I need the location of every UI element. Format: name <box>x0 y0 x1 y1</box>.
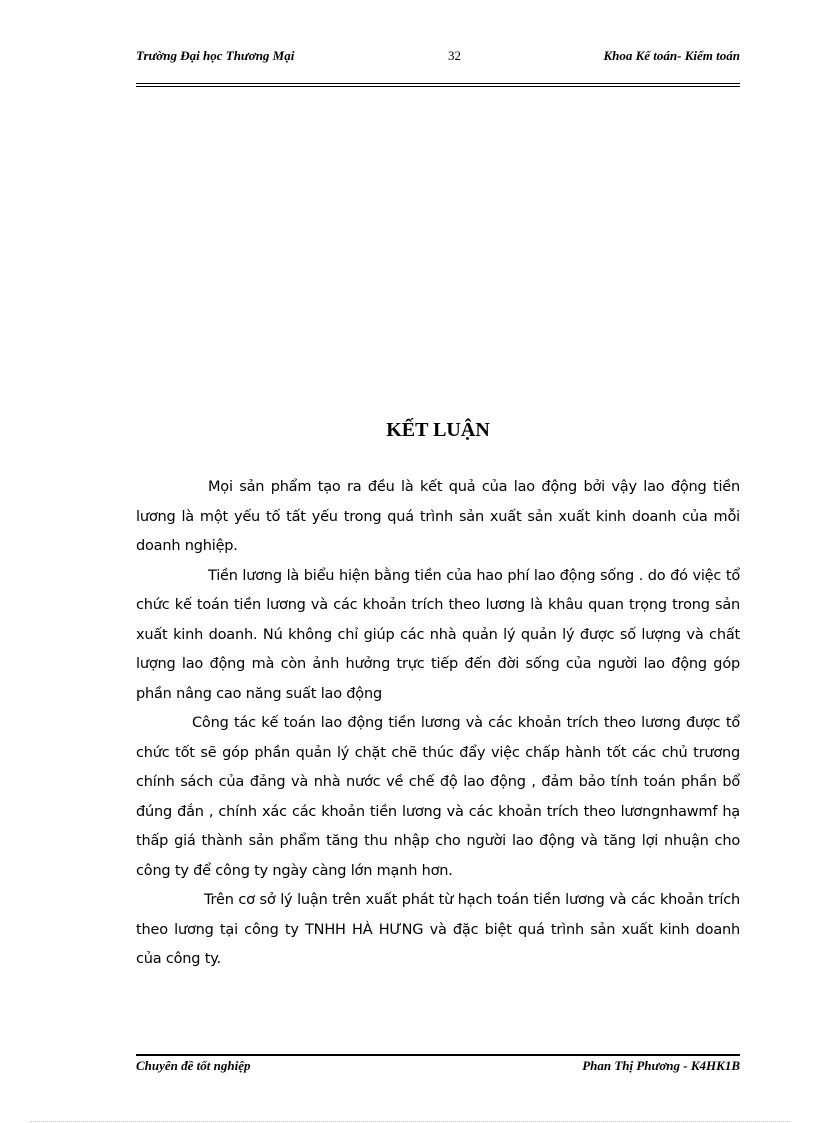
header-rule-upper <box>136 83 740 84</box>
footer-author: Phan Thị Phương - K4HK1B <box>582 1058 740 1073</box>
page-footer <box>136 1058 740 1078</box>
paragraph-2: Tiền lương là biểu hiện bằng tiền của hao phí lao động sống . do đó việc tổ chức kế toán tiền lương và các khoản trích theo lương là khâu quan trọng trong sản xuất kinh doanh. Nú không chỉ giúp các nhà quản lý quản lý được số lượng và chất lượng lao động mà còn ảnh hưởng trực tiếp đến đời sống của người lao động góp phần nâng cao năng suất lao động <box>136 567 740 702</box>
section-title: KẾT LUẬN <box>386 419 490 441</box>
footer-rule <box>136 1054 740 1056</box>
body-text <box>136 473 740 975</box>
footer-document-type: Chuyên đề tốt nghiệp <box>136 1058 251 1073</box>
page-bottom-edge <box>30 1121 790 1122</box>
header-rule-lower <box>136 86 740 87</box>
header-faculty-name: Khoa Kế toán- Kiểm toán <box>603 48 740 63</box>
paragraph-4: Trên cơ sở lý luận trên xuất phát từ hạch toán tiền lương và các khoản trích theo lương tại công ty TNHH HÀ HƯNG và đặc biệt quá trình sản xuất kinh doanh của công ty. <box>136 892 740 967</box>
paragraph-3: Công tác kế toán lao động tiền lương và các khoản trích theo lương được tổ chức tốt sẽ góp phần quản lý chặt chẽ thúc đẩy việc chấp hành tốt các chủ trương chính sách của đảng và nhà nước về chế độ lao động , đảm bảo tính toán phần bổ đúng đắn , chính xác các khoản tiền lương và các khoản trích theo lươngnhawmf hạ thấp giá thành sản phẩm tăng thu nhập cho người lao động và tăng lợi nhuận cho công ty để công ty ngày càng lớn mạnh hơn. <box>136 715 740 879</box>
header-school-name: Trường Đại học Thương Mại <box>136 48 295 63</box>
paragraph-1: Mọi sản phẩm tạo ra đều là kết quả của lao động bởi vậy lao động tiền lương là một yếu tố tất yếu trong quá trình sản xuất sản xuất kinh doanh của mỗi doanh nghiệp. <box>136 479 740 554</box>
page-number: 32 <box>448 48 461 63</box>
page-header <box>136 48 740 70</box>
